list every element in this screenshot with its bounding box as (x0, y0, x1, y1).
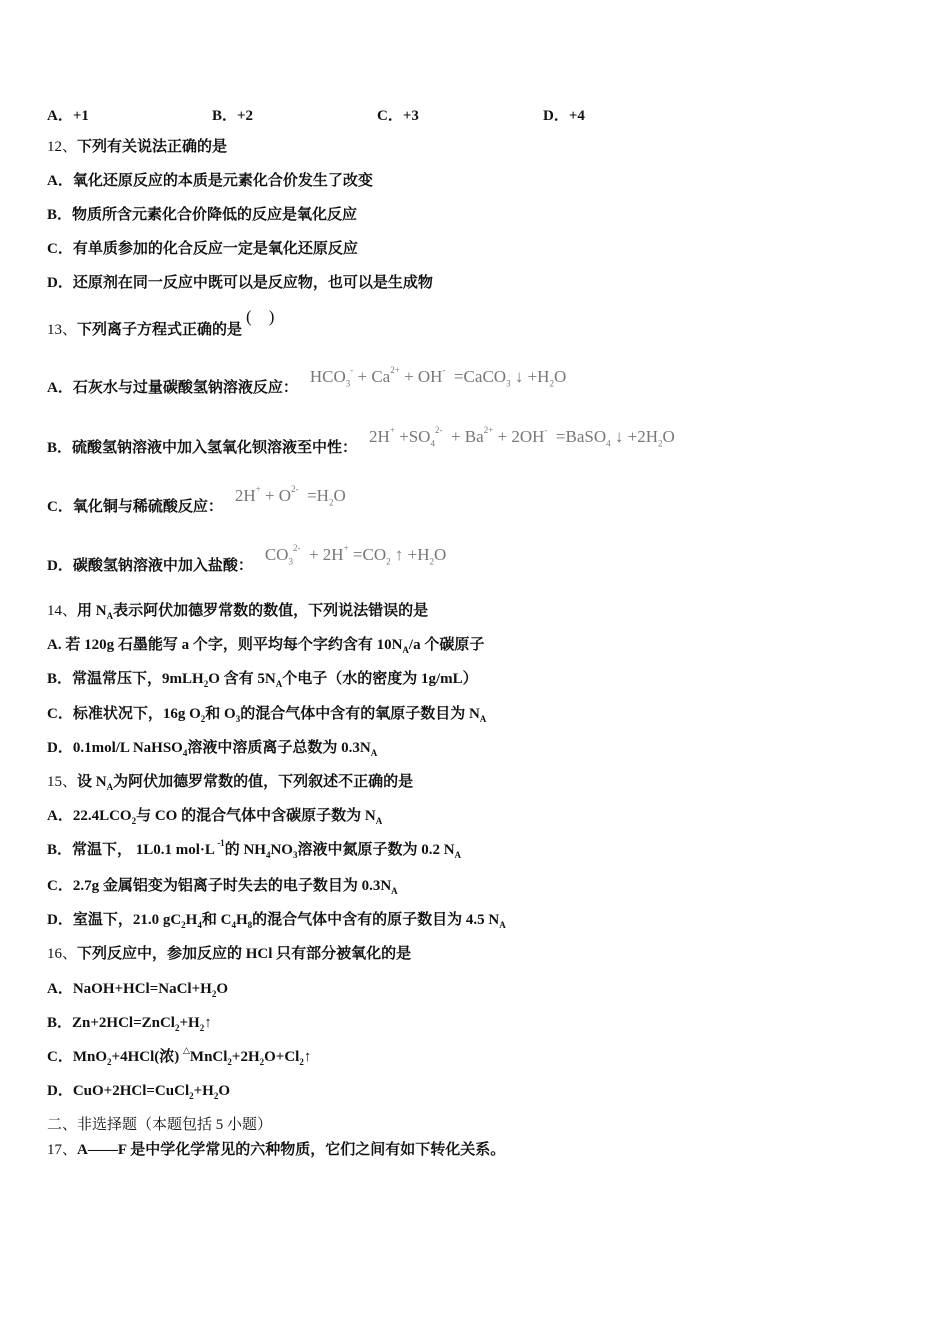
text-segment: 下列离子方程式正确的是 (77, 322, 243, 338)
subscript: A (275, 679, 283, 689)
ionic-equation (369, 425, 675, 449)
text-segment: +SO (394, 427, 431, 446)
text-segment: +4HCl(浓) (111, 1049, 183, 1065)
superscript: ^+ (343, 543, 349, 553)
superscript: ^2- (292, 543, 301, 553)
text-segment: 溶液中氮原子数为 0.2 N (297, 842, 455, 858)
text-segment: D．CuO+2HCl=CuCl (47, 1083, 190, 1099)
text-segment: =BaSO (547, 427, 607, 446)
document-line (47, 636, 484, 654)
text-segment: 下列有关说法正确的是 (77, 139, 228, 155)
text-segment: B．物质所含元素化合价降低的反应是氧化反应 (47, 207, 358, 223)
subscript: 2 (174, 1023, 180, 1033)
subscript: 3 (345, 378, 351, 389)
text-segment: B．硫酸氢钠溶液中加入氢氧化钡溶液至中性： (47, 440, 358, 456)
subscript: 2 (203, 679, 209, 689)
document-line (47, 240, 358, 258)
text-segment: 设 N (77, 774, 107, 790)
subscript: 2 (189, 1091, 194, 1101)
answer-blank: ( ) (246, 307, 275, 326)
text-segment: 非选择题（本题包括 5 小题） (77, 1117, 273, 1133)
text-segment: + Ba (442, 427, 484, 446)
question-number: 17、 (47, 1142, 78, 1158)
document-line (47, 543, 447, 575)
document-line (47, 705, 486, 723)
subscript: 2 (181, 920, 186, 930)
text-segment: C．有单质参加的化合反应一定是氧化还原反应 (47, 241, 358, 257)
subscript: 8 (247, 920, 253, 930)
subscript: 2 (131, 816, 137, 826)
document-line (47, 670, 478, 688)
text-segment: O+Cl (264, 1049, 300, 1065)
text-segment: A．氧化还原反应的本质是元素化合价发生了改变 (47, 173, 373, 189)
text-segment: 2H (369, 427, 390, 446)
text-segment: + Ca (353, 367, 391, 386)
subscript: 2 (200, 714, 206, 724)
document-line (47, 307, 275, 339)
question-number: 13、 (47, 322, 78, 338)
subscript: 3 (506, 378, 511, 389)
document-line (47, 739, 377, 757)
superscript: ^2- (291, 484, 299, 494)
superscript: ^+ (389, 425, 395, 435)
subscript: 4 (197, 920, 202, 930)
q11-option-a: A．+1 (47, 108, 89, 124)
text-segment: +H (193, 1083, 214, 1099)
ionic-equation (234, 484, 346, 508)
subscript: A (375, 816, 383, 826)
text-segment: A．22.4LCO (47, 808, 132, 824)
subscript: A (479, 714, 487, 724)
text-segment: 的混合气体中含有的原子数目为 4.5 N (252, 912, 500, 928)
question-number: 16、 (47, 946, 78, 962)
document-line (47, 945, 411, 963)
text-segment: O (553, 367, 567, 386)
text-segment: + 2OH (493, 427, 545, 446)
text-segment: =CO (348, 545, 387, 564)
text-segment: =CaCO (445, 367, 507, 386)
text-segment: NO (270, 842, 293, 858)
document-line (47, 1141, 505, 1159)
subscript: 2 (429, 556, 434, 567)
superscript: ^2+ (483, 425, 494, 435)
text-segment: H (235, 912, 248, 928)
text-segment: ↑ +H (390, 545, 430, 564)
subscript: 2 (107, 1057, 112, 1067)
text-segment: O 含有 5N (208, 671, 276, 687)
document-line (47, 1082, 230, 1100)
text-segment: ↓ +H (510, 367, 550, 386)
subscript: A (499, 920, 506, 930)
document-line (47, 773, 413, 791)
subscript: 3 (235, 714, 241, 724)
subscript: 2 (213, 1091, 219, 1101)
text-segment: 下列反应中，参加反应的 HCl 只有部分被氧化的是 (77, 946, 412, 962)
text-segment: A．石灰水与过量碳酸氢钠溶液反应： (47, 380, 298, 396)
text-segment: C．MnO (47, 1049, 108, 1065)
text-segment: MnCl (189, 1049, 228, 1065)
document-line (47, 911, 506, 929)
text-segment: O (216, 981, 228, 997)
q11-option-d: D．+4 (543, 108, 585, 124)
subscript: 3 (288, 556, 293, 567)
subscript: 2 (199, 1023, 205, 1033)
question-number: 15、 (47, 774, 78, 790)
text-segment: ↑ (204, 1015, 212, 1031)
text-segment: 个电子（水的密度为 1g/mL） (282, 671, 478, 687)
text-segment: 溶液中溶质离子总数为 0.3N (187, 740, 371, 756)
document-line (47, 980, 228, 998)
text-segment: O (218, 1083, 231, 1099)
subscript: 4 (606, 438, 611, 449)
subscript: 2 (549, 378, 554, 389)
text-segment: A．NaOH+HCl=NaCl+H (47, 981, 212, 997)
document-line (47, 425, 675, 457)
text-segment: C．2.7g 金属铝变为铝离子时失去的电子数目为 0.3N (47, 878, 392, 894)
document-line (47, 1014, 212, 1032)
superscript: ^+ (255, 484, 261, 494)
text-segment: O (333, 486, 346, 505)
document-line (47, 602, 428, 620)
superscript: ^2+ (390, 365, 400, 375)
text-segment: ↓ +2H (610, 427, 658, 446)
superscript: ^- (442, 365, 446, 375)
subscript: 3 (292, 850, 298, 860)
q11-option-b: B．+2 (212, 108, 254, 124)
document-line (47, 1116, 272, 1134)
ionic-equation (309, 365, 567, 389)
text-segment: O (434, 545, 447, 564)
superscript: ^- (350, 365, 354, 375)
text-segment: 和 O (205, 706, 236, 722)
subscript: 2 (259, 1057, 265, 1067)
text-segment: 的 NH (224, 842, 266, 858)
q11-option-c: C．+3 (377, 108, 419, 124)
text-segment: A——F 是中学化学常见的六种物质，它们之间有如下转化关系。 (77, 1142, 506, 1158)
text-segment: D．0.1mol/L NaHSO (47, 740, 183, 756)
text-segment: ↑ (303, 1049, 312, 1065)
subscript: A (454, 850, 462, 860)
text-segment: B．Zn+2HCl=ZnCl (47, 1015, 175, 1031)
document-line (47, 365, 567, 397)
subscript: 4 (182, 748, 188, 758)
text-segment: + 2H (300, 545, 344, 564)
superscript: ^△ (182, 1045, 190, 1055)
superscript: -1 (217, 838, 225, 848)
text-segment: D．还原剂在同一反应中既可以是反应物，也可以是生成物 (47, 275, 433, 291)
text-segment: B．常温常压下，9mLH (47, 671, 204, 687)
text-segment: A. 若 120g 石墨能写 a 个字，则平均每个字约含有 10N (47, 637, 403, 653)
subscript: 2 (328, 497, 334, 508)
text-segment: HCO (309, 367, 346, 386)
text-segment: O (662, 427, 675, 446)
text-segment: D．碳酸氢钠溶液中加入盐酸： (47, 558, 253, 574)
text-segment: /a 个碳原子 (408, 637, 485, 653)
subscript: A (402, 645, 409, 655)
question-number: 14、 (47, 603, 78, 619)
superscript: ^2- (434, 425, 443, 435)
subscript: 4 (231, 920, 236, 930)
text-segment: D．室温下，21.0 gC (47, 912, 182, 928)
subscript: 4 (430, 438, 435, 449)
text-segment: 的混合气体中含有的氧原子数目为 N (240, 706, 480, 722)
text-segment: +2H (231, 1049, 260, 1065)
subscript: A (370, 748, 378, 758)
document-line (47, 172, 373, 190)
text-segment: + OH (399, 367, 443, 386)
document-line (47, 274, 433, 292)
text-segment: 用 N (77, 603, 107, 619)
text-segment: C．氧化铜与稀硫酸反应： (47, 499, 223, 515)
text-segment: 2H (234, 486, 256, 505)
subscript: 2 (227, 1057, 232, 1067)
text-segment: C．标准状况下，16g O (47, 706, 201, 722)
text-segment: 为阿伏加德罗常数的值，下列叙述不正确的是 (113, 774, 414, 790)
ionic-equation (264, 543, 447, 567)
subscript: A (391, 886, 398, 896)
question-number: 二、 (47, 1117, 78, 1133)
text-segment: CO (264, 545, 289, 564)
subscript: A (106, 611, 114, 621)
document-line (47, 877, 398, 895)
text-segment: B．常温下， 1L0.1 mol·L (47, 842, 215, 858)
subscript: 2 (386, 556, 391, 567)
text-segment: 与 CO 的混合气体中含碳原子数为 N (136, 808, 376, 824)
text-segment: + O (260, 486, 292, 505)
text-segment: =H (298, 486, 329, 505)
document-line (47, 138, 227, 156)
document-line (47, 1045, 312, 1067)
document-line (47, 838, 462, 860)
subscript: A (106, 782, 114, 792)
subscript: 2 (211, 989, 217, 999)
document-line (47, 484, 346, 516)
text-segment: 和 C (201, 912, 232, 928)
subscript: 4 (265, 850, 271, 860)
subscript: 2 (299, 1057, 304, 1067)
question-number: 12、 (47, 139, 78, 155)
text-segment: 表示阿伏加德罗常数的数值，下列说法错误的是 (113, 603, 429, 619)
document-line (47, 807, 382, 825)
subscript: 2 (658, 438, 663, 449)
text-segment: +H (179, 1015, 200, 1031)
text-segment: H (185, 912, 198, 928)
superscript: ^- (544, 425, 548, 435)
document-line (47, 206, 357, 224)
